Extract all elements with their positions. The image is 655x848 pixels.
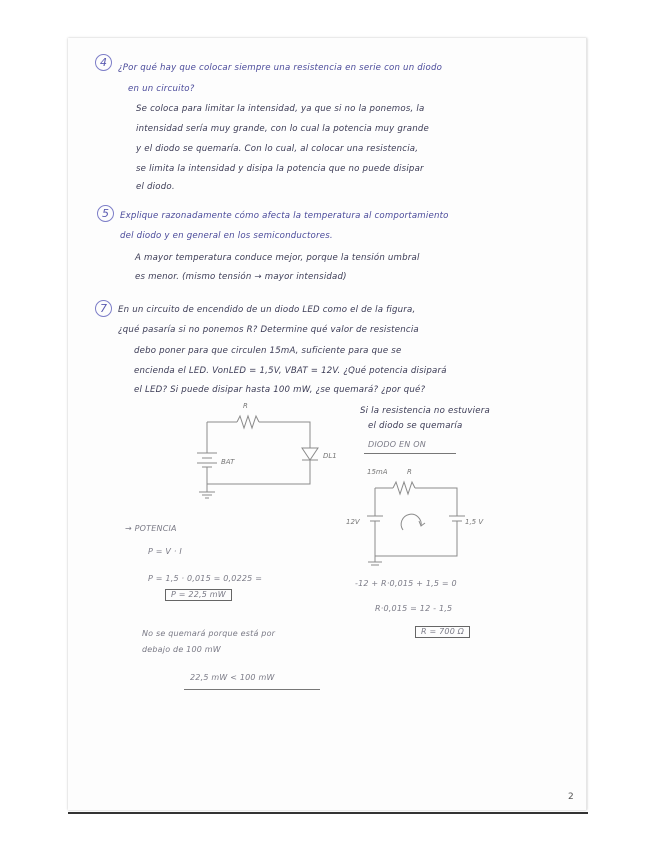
q7-question-line-1: En un circuito de encendido de un diodo LED como el de la figura, — [118, 305, 416, 315]
kvl-equation-2: R·0,015 = 12 - 1,5 — [375, 604, 453, 613]
circuit2-r-label: R — [407, 468, 412, 476]
q7-question-line-3: debo poner para que circulen 15mA, suficiente para que se — [134, 346, 402, 356]
question-number-7: 7 — [95, 300, 112, 317]
conclusion-line-1: No se quemará porque está por — [142, 629, 276, 638]
power-formula: P = V · I — [148, 547, 182, 556]
potencia-heading: → POTENCIA — [125, 524, 177, 533]
circuit2-left-voltage: 12V — [346, 518, 360, 526]
q5-answer-line-1: A mayor temperatura conduce mejor, porque la tensión umbral — [135, 253, 420, 263]
circuit1-led-label: DL1 — [323, 452, 337, 460]
diode-on-label: DIODO EN ON — [368, 440, 426, 449]
q7-question-line-5: el LED? Si puede disipar hasta 100 mW, ¿se quemará? ¿por qué? — [134, 385, 426, 395]
q7-note-line-1: Si la resistencia no estuviera — [360, 406, 490, 416]
q4-answer-line-1: Se coloca para limitar la intensidad, ya que si no la ponemos, la — [136, 104, 425, 114]
conclusion-line-2: debajo de 100 mW — [142, 645, 221, 654]
q4-answer-line-2: intensidad sería muy grande, con lo cual la potencia muy grande — [136, 124, 430, 134]
kvl-equation-1: -12 + R·0,015 + 1,5 = 0 — [355, 579, 457, 588]
circuit1-r-label: R — [243, 402, 248, 410]
q5-question-line-2: del diodo y en general en los semiconductores. — [120, 231, 333, 241]
power-comparison: 22,5 mW < 100 mW — [190, 673, 275, 682]
q7-question-line-2: ¿qué pasaría si no ponemos R? Determine qué valor de resistencia — [118, 325, 419, 335]
question-number-4: 4 — [95, 54, 112, 71]
circuit2-current-label: 15mA — [367, 468, 388, 476]
power-result-box: P = 22,5 mW — [165, 589, 232, 601]
resistance-result-box: R = 700 Ω — [415, 626, 470, 638]
q7-question-line-4: encienda el LED. VonLED = 1,5V, VBAT = 12V. ¿Qué potencia disipará — [134, 366, 447, 376]
comparison-underline — [184, 689, 320, 690]
power-calculation: P = 1,5 · 0,015 = 0,0225 = — [148, 574, 263, 583]
question-number-5: 5 — [97, 205, 114, 222]
q5-question-line-1: Explique razonadamente cómo afecta la temperatura al comportamiento — [120, 211, 449, 221]
circuit2-right-voltage: 1,5 V — [465, 518, 484, 526]
circuit-diagram-1 — [195, 396, 345, 501]
q5-answer-line-2: es menor. (mismo tensión → mayor intensidad) — [135, 272, 347, 282]
q4-answer-line-3: y el diodo se quemaría. Con lo cual, al colocar una resistencia, — [136, 144, 419, 154]
q4-answer-line-5: el diodo. — [136, 182, 175, 192]
page-number: 2 — [568, 792, 574, 802]
q4-question-line-2: en un circuito? — [128, 84, 195, 94]
circuit-diagram-2 — [345, 458, 484, 570]
circuit1-bat-label: BAT — [221, 458, 235, 466]
diode-on-underline — [364, 453, 456, 454]
q7-note-line-2: el diodo se quemaría — [368, 421, 463, 431]
q4-question-line-1: ¿Por qué hay que colocar siempre una resistencia en serie con un diodo — [118, 63, 443, 73]
sheet-edge — [68, 812, 588, 814]
q4-answer-line-4: se limita la intensidad y disipa la potencia que no puede disipar — [136, 164, 424, 174]
